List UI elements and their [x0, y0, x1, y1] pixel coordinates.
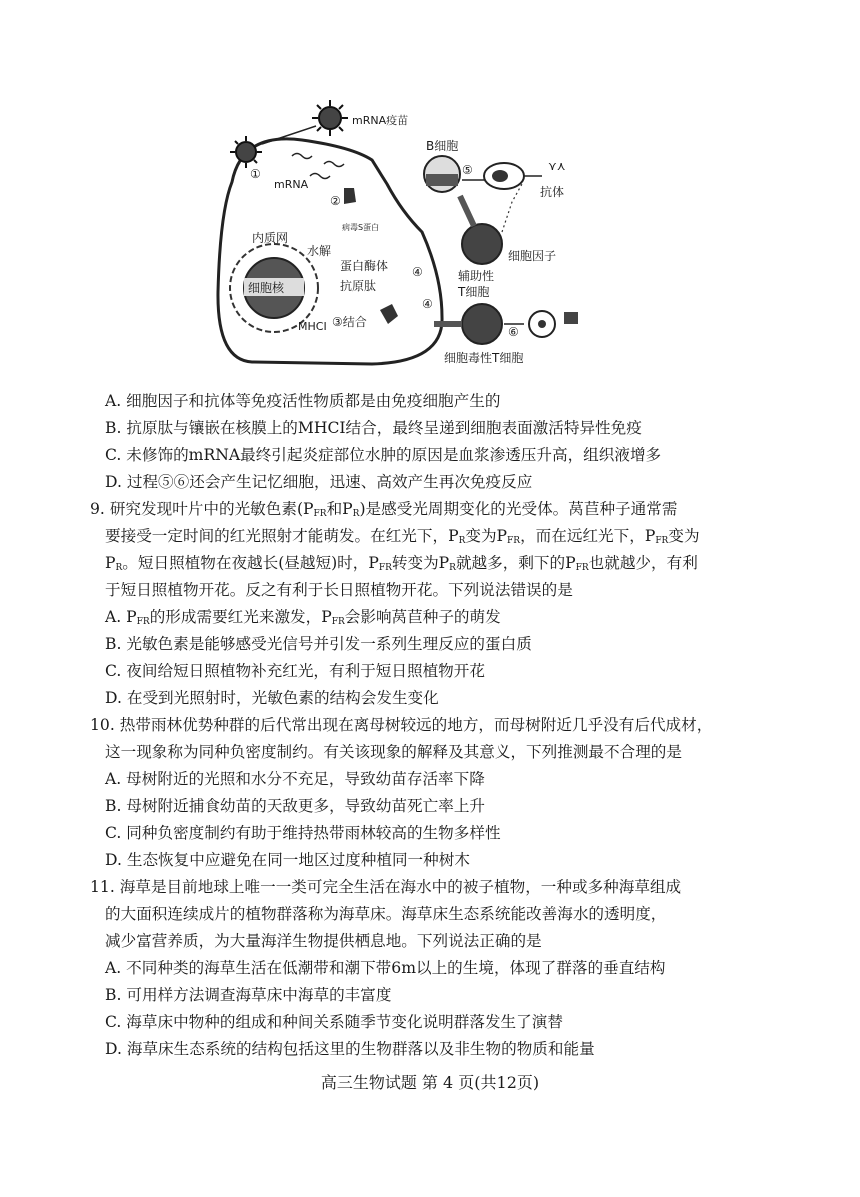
- ribosome-icon: [344, 188, 356, 204]
- svg-text:②: ②: [330, 194, 341, 208]
- q8-option-b: B. 抗原肽与镶嵌在核膜上的MHCI结合，最终呈递到细胞表面激活特异性免疫: [105, 419, 642, 437]
- svg-text:抗原肽: 抗原肽: [340, 279, 377, 293]
- q9-option-c: C. 夜间给短日照植物补充红光，有利于短日照植物开花: [105, 662, 485, 680]
- svg-text:蛋白酶体: 蛋白酶体: [340, 259, 389, 273]
- q11-option-c: C. 海草床中物种的组成和种间关系随季节变化说明群落发生了演替: [105, 1013, 563, 1031]
- q10-stem-line: 10. 热带雨林优势种群的后代常出现在离母树较远的地方，而母树附近几乎没有后代成材，: [90, 716, 713, 734]
- mrna-vaccine-particle-icon: [312, 100, 348, 136]
- svg-text:水解: 水解: [307, 244, 332, 258]
- virus-entering-icon: [230, 136, 262, 168]
- page-footer: 高三生物试题 第 4 页(共12页): [320, 1073, 540, 1092]
- svg-text:辅助性: 辅助性: [458, 269, 495, 283]
- svg-text:细胞因子: 细胞因子: [508, 249, 557, 263]
- mhc-complex-icon: [380, 304, 398, 324]
- svg-text:细胞毒性T细胞: 细胞毒性T细胞: [444, 351, 524, 365]
- svg-text:T细胞: T细胞: [458, 285, 490, 299]
- q9-stem-line: 要接受一定时间的红光照射才能萌发。在红光下，$P_R$变为$P_{FR}$，而在远红光下，$P_{FR}$变为: [105, 527, 700, 546]
- q11-stem-line: 减少富营养质，为大量海洋生物提供栖息地。下列说法正确的是: [105, 932, 542, 950]
- q8-option-a: A. 细胞因子和抗体等免疫活性物质都是由免疫细胞产生的: [105, 392, 501, 410]
- q11-stem-line: 11. 海草是目前地球上唯一一类可完全生活在海水中的被子植物，一种或多种海草组成: [90, 878, 682, 896]
- q10-stem-line: 这一现象称为同种负密度制约。有关该现象的解释及其意义，下列推测最不合理的是: [105, 743, 682, 761]
- q8-option-c: C. 未修饰的mRNA最终引起炎症部位水肿的原因是血浆渗透压升高，组织液增多: [105, 446, 662, 464]
- svg-text:①: ①: [250, 167, 261, 181]
- svg-text:④: ④: [412, 265, 423, 279]
- svg-text:细胞核: 细胞核: [248, 281, 285, 295]
- q9-option-a: A. $P_{FR}$的形成需要红光来激发，$P_{FR}$会影响莴苣种子的萌发: [105, 608, 501, 627]
- svg-text:④: ④: [422, 297, 433, 311]
- svg-text:⑥: ⑥: [508, 325, 519, 339]
- q11-option-a: A. 不同种类的海草生活在低潮带和潮下带6m以上的生境，体现了群落的垂直结构: [105, 959, 666, 977]
- svg-text:B细胞: B细胞: [426, 139, 459, 153]
- mrna-strands-icon: [292, 154, 344, 179]
- svg-text:MHCI: MHCI: [298, 320, 327, 333]
- svg-text:mRNA: mRNA: [274, 178, 309, 191]
- q9-stem-line: 于短日照植物开花。反之有利于长日照植物开花。下列说法错误的是: [105, 581, 573, 599]
- q9-stem-line: $P_R$。短日照植物在夜越长(昼越短)时，$P_{FR}$转变为$P_R$就越多，剩下的$P_{FR}$也就越少，有利: [105, 554, 698, 573]
- q11-stem-line: 的大面积连续成片的植物群落称为海草床。海草床生态系统能改善海水的透明度，: [105, 905, 667, 923]
- svg-text:③结合: ③结合: [332, 315, 367, 329]
- lysed-cell-icon: [564, 312, 578, 324]
- cytotoxic-t-cell-icon: [462, 304, 502, 344]
- svg-text:病毒S蛋白: 病毒S蛋白: [342, 223, 380, 232]
- q9-stem-line: 9. 研究发现叶片中的光敏色素($P_{FR}$和$P_R$)是感受光周期变化的光受体。莴苣种子通常需: [90, 500, 678, 519]
- antibody-icon: ⋎⋏: [548, 159, 566, 173]
- q8-option-d: D. 过程⑤⑥还会产生记忆细胞，迅速、高效产生再次免疫反应: [105, 473, 533, 491]
- q10-option-b: B. 母树附近捕食幼苗的天敌更多，导致幼苗死亡率上升: [105, 797, 486, 815]
- helper-t-cell-icon: [462, 224, 502, 264]
- q11-option-d: D. 海草床生态系统的结构包括这里的生物群落以及非生物的物质和能量: [105, 1040, 595, 1058]
- q10-option-a: A. 母树附近的光照和水分不充足，导致幼苗存活率下降: [105, 770, 485, 788]
- svg-text:抗体: 抗体: [540, 185, 565, 199]
- immune-response-diagram: [212, 92, 622, 374]
- svg-text:⑤: ⑤: [462, 163, 473, 177]
- q9-option-d: D. 在受到光照射时，光敏色素的结构会发生变化: [105, 689, 439, 707]
- label-mrna-vaccine: mRNA疫苗: [352, 114, 409, 127]
- q10-option-d: D. 生态恢复中应避免在同一地区过度种植同一种树木: [105, 851, 470, 869]
- svg-text:内质网: 内质网: [252, 231, 289, 245]
- q11-option-b: B. 可用样方法调查海草床中海草的丰富度: [105, 986, 392, 1004]
- q10-option-c: C. 同种负密度制约有助于维持热带雨林较高的生物多样性: [105, 824, 501, 842]
- q9-option-b: B. 光敏色素是能够感受光信号并引发一系列生理反应的蛋白质: [105, 635, 532, 653]
